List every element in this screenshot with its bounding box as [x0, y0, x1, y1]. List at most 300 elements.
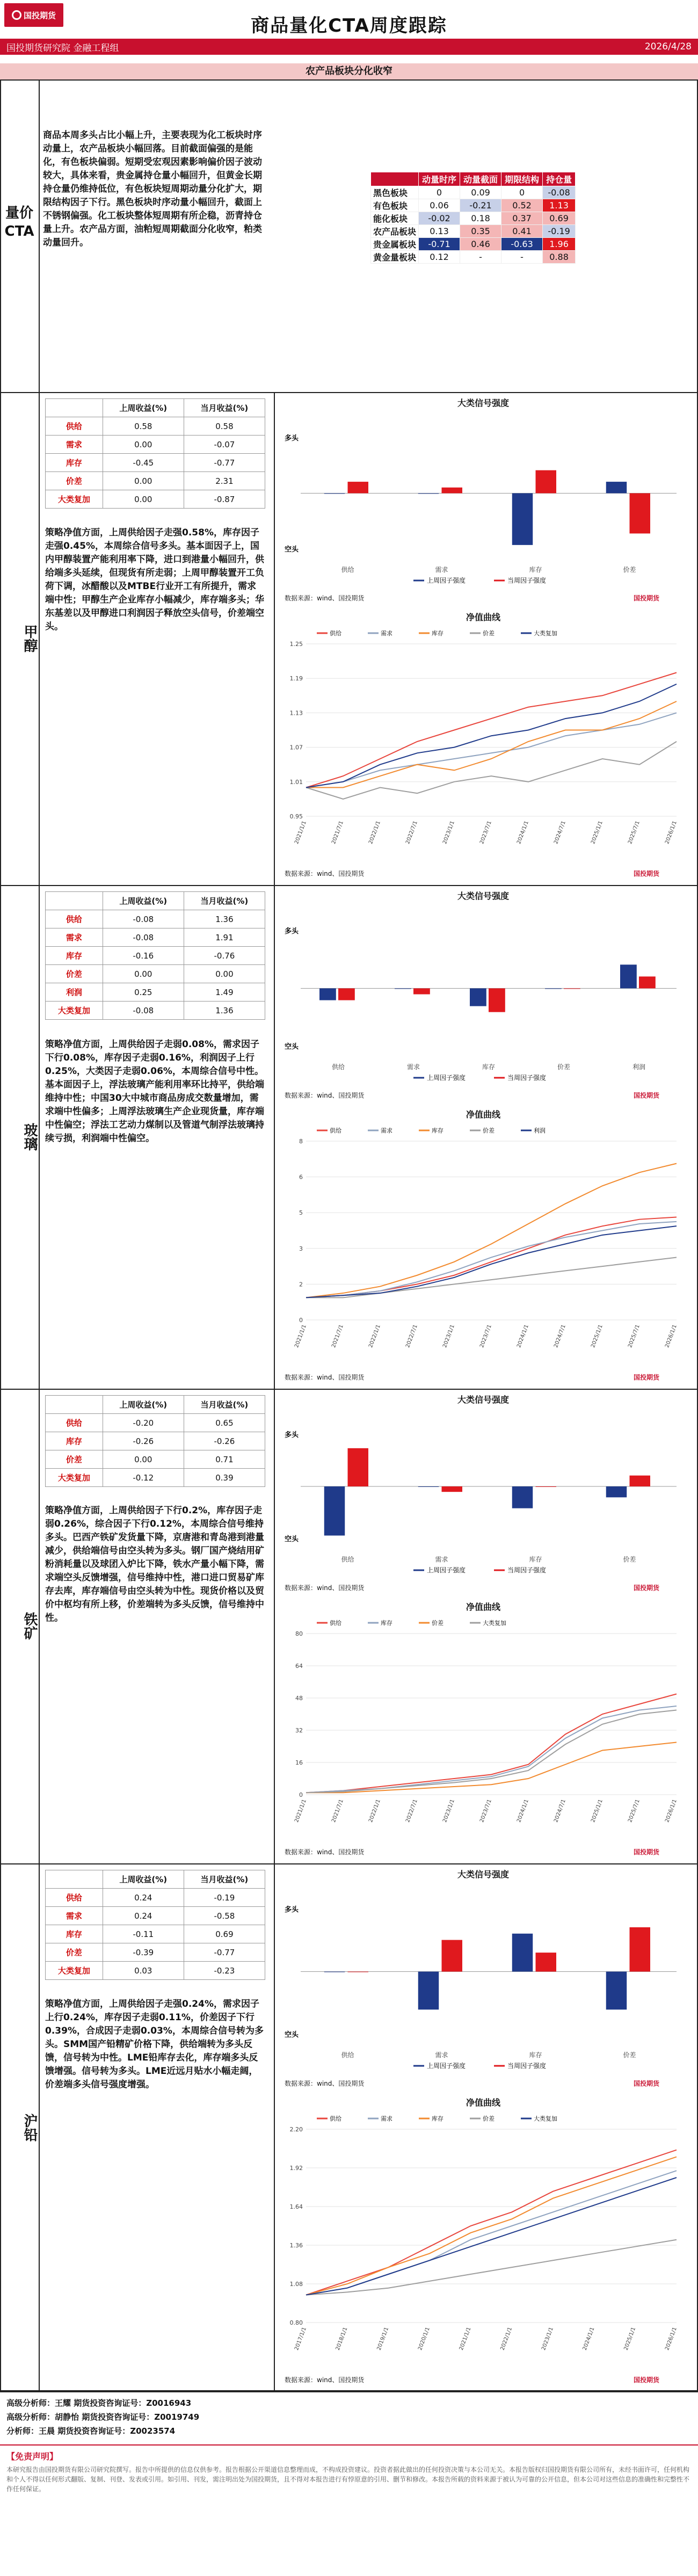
legend-label: 上周因子强度	[427, 1074, 466, 1082]
strength-chart-wrap	[279, 408, 687, 607]
returns-th: 上周收益(%)	[103, 399, 184, 417]
ov-cell: 0.88	[543, 251, 576, 264]
returns-cell: 0.58	[184, 417, 265, 436]
chart-brand: 国投期货	[634, 2376, 660, 2384]
returns-row-label: 需求	[46, 436, 103, 454]
y-tick-label: 1.13	[289, 709, 303, 717]
ov-row-label: 贵金属板块	[371, 238, 419, 251]
ov-cell: 0.35	[460, 225, 501, 238]
x-tick-label: 2026/1/1	[664, 820, 678, 845]
bar-mark	[512, 1934, 533, 1972]
ov-cell: 0.06	[419, 199, 460, 212]
series-line	[306, 1710, 677, 1793]
source-note: 数据来源：wind、国投期货	[285, 1584, 365, 1592]
x-tick-label: 2021/7/1	[331, 1798, 345, 1824]
returns-row	[46, 1962, 265, 1980]
ov-row	[371, 199, 576, 212]
x-tick-label: 2022/1/1	[368, 1324, 382, 1349]
returns-cell: -0.16	[103, 947, 184, 965]
short-label: 空头	[285, 1043, 299, 1051]
legend-label: 价差	[432, 1620, 443, 1627]
x-tick-label: 2022/1/1	[499, 2326, 514, 2352]
net-chart-title: 净值曲线	[466, 2098, 500, 2108]
x-tick-label: 2021/1/1	[458, 2326, 472, 2352]
category-label: 库存	[529, 566, 542, 574]
ov-cell: 0	[501, 186, 543, 199]
long-label: 多头	[285, 1906, 299, 1914]
overview-text: 商品本周多头占比小幅上升，主要表现为化工板块时序动量上，农产品板块小幅回落。目前截面偏强的是能化，有色板块偏弱。短期受宏观因素影响偏价因子波动较大，具体来看，贵金属持仓量小幅回升，但黄金长期持仓量仍维持低位，有色板块短周期动量分化扩大，期限结构因子下行。黑色板块时序动量小幅回升，截面上不锈钢偏强。化工板块整体短周期有所企稳，沥青持仓量上升。农产品方面，油粕短周期截面分化收窄，粕类动量回升。	[43, 130, 262, 248]
returns-cell: -0.76	[184, 947, 265, 965]
ov-row-label: 能化板块	[371, 212, 419, 225]
category-label: 需求	[435, 1556, 448, 1563]
returns-row-label: 需求	[46, 1907, 103, 1925]
returns-table	[45, 891, 265, 1020]
returns-row-label: 大类复加	[46, 1962, 103, 1980]
org-name: 国投期货研究院 金融工程组	[6, 42, 119, 54]
x-tick-label: 2025/7/1	[627, 1324, 641, 1349]
y-tick-label: 0	[299, 1791, 303, 1798]
section-title: 农产品板块分化收窄	[0, 63, 698, 79]
bar-mark	[630, 1476, 651, 1486]
returns-th	[46, 1870, 103, 1889]
overview-table-wrap	[370, 172, 576, 264]
ov-cell: 1.96	[543, 238, 576, 251]
x-tick-label: 2022/7/1	[405, 1324, 419, 1349]
returns-cell: 0.00	[103, 472, 184, 490]
overview-table	[370, 172, 576, 264]
y-tick-label: 6	[299, 1173, 303, 1181]
x-tick-label: 2023/1/1	[442, 1324, 456, 1349]
x-tick-label: 2023/1/1	[541, 2326, 555, 2352]
bar-mark	[512, 494, 533, 545]
bar-mark	[442, 1486, 463, 1492]
series-line	[306, 1694, 677, 1793]
strength-chart-title: 大类信号强度	[457, 398, 509, 408]
returns-cell: 1.49	[184, 983, 265, 1002]
legend-label: 库存	[432, 2115, 443, 2122]
returns-cell: -0.11	[103, 1925, 184, 1943]
returns-row	[46, 1432, 265, 1450]
legend-label: 库存	[432, 1127, 443, 1134]
report-date: 2026/4/28	[644, 41, 692, 52]
grid-row-line-2	[0, 885, 698, 886]
returns-cell: -0.39	[103, 1943, 184, 1962]
grid-row-line-1	[0, 392, 698, 393]
category-label: 供给	[331, 1063, 345, 1071]
legend-label: 当周因子强度	[507, 2062, 547, 2070]
returns-row	[46, 947, 265, 965]
returns-cell: -0.07	[184, 436, 265, 454]
returns-th: 上周收益(%)	[103, 1870, 184, 1889]
source-note: 数据来源：wind、国投期货	[285, 2376, 365, 2384]
strength-chart	[279, 901, 687, 1102]
grid-divider-mid	[274, 392, 275, 2391]
ov-cell: 0.37	[501, 212, 543, 225]
legend-label: 当周因子强度	[507, 1074, 547, 1082]
returns-row-label: 价差	[46, 472, 103, 490]
returns-cell: 0.00	[103, 1450, 184, 1469]
analyst-info	[6, 2396, 329, 2438]
legend-label: 上周因子强度	[427, 1566, 466, 1574]
long-label: 多头	[285, 1431, 299, 1439]
x-tick-label: 2024/7/1	[553, 820, 567, 845]
legend-label: 上周因子强度	[427, 577, 466, 584]
net-value-chart	[279, 1612, 687, 1843]
ov-cell: -0.71	[419, 238, 460, 251]
legend-label: 当周因子强度	[507, 1566, 547, 1574]
category-label: 库存	[529, 2051, 542, 2059]
series-line	[306, 2150, 677, 2295]
returns-row-label: 库存	[46, 1432, 103, 1450]
grid-divider-left	[39, 79, 40, 2391]
y-tick-label: 2	[299, 1281, 303, 1288]
returns-row-label: 价差	[46, 965, 103, 983]
returns-table-wrap	[45, 1395, 265, 1487]
returns-cell: 0.25	[103, 983, 184, 1002]
x-tick-label: 2023/7/1	[479, 1798, 493, 1824]
category-label: 需求	[435, 2051, 448, 2059]
source-note: 数据来源：wind、国投期货	[285, 1848, 365, 1856]
returns-header-row	[46, 892, 265, 910]
returns-row	[46, 1925, 265, 1943]
category-label: 供给	[341, 1556, 354, 1563]
returns-cell: 1.36	[184, 1002, 265, 1020]
block-text: 策略净值方面，上周供给因子走强0.58%，库存因子走强0.45%，本周综合信号多头。基本面因子上，国内甲醇装置产能利用率下降，进口到港量小幅回升，供给端多头延续，但现货有所走弱；上周甲醇装置开工负荷下调，冰醋酸以及MTBE行业开工有所提升，需求端中性；甲醇生产企业库存小幅减少，库存端多头；华东基差以及甲醇进口利润因子释放空头信号，价差端空头。	[45, 527, 264, 632]
category-label: 利润	[632, 1063, 646, 1071]
returns-cell: 1.36	[184, 910, 265, 928]
bar-mark	[536, 1486, 557, 1487]
series-line	[306, 742, 677, 799]
legend-label: 价差	[483, 2115, 495, 2122]
x-tick-label: 2025/1/1	[590, 1798, 604, 1824]
returns-row	[46, 436, 265, 454]
y-tick-label: 5	[299, 1209, 303, 1217]
legend-label: 大类复加	[534, 2115, 557, 2122]
bar-mark	[639, 976, 656, 988]
category-label: 价差	[623, 2051, 636, 2059]
ov-cell: -	[460, 251, 501, 264]
returns-row-label: 供给	[46, 1414, 103, 1432]
returns-row	[46, 417, 265, 436]
x-tick-label: 2021/7/1	[331, 820, 345, 845]
ov-row	[371, 251, 576, 264]
y-tick-label: 0	[299, 1317, 303, 1324]
returns-row-label: 大类复加	[46, 1469, 103, 1487]
bar-mark	[512, 1486, 533, 1508]
x-tick-label: 2026/1/1	[664, 2326, 678, 2352]
bar-mark	[418, 1486, 439, 1487]
x-tick-label: 2024/7/1	[553, 1324, 567, 1349]
page-title: 商品量化CTA周度跟踪	[251, 15, 447, 37]
footer-divider	[0, 2444, 698, 2446]
ov-cell: 1.13	[543, 199, 576, 212]
returns-th: 上周收益(%)	[103, 892, 184, 910]
returns-th: 当月收益(%)	[184, 1870, 265, 1889]
returns-cell: -0.77	[184, 454, 265, 472]
returns-cell: 2.31	[184, 472, 265, 490]
strength-chart	[279, 1405, 687, 1595]
y-tick-label: 48	[295, 1695, 303, 1702]
returns-row-label: 需求	[46, 928, 103, 947]
ov-cell: -	[501, 251, 543, 264]
block-text: 策略净值方面，上周供给因子走弱0.08%，需求因子下行0.08%，库存因子走弱0.16%，利润因子上行0.25%，大类因子走弱0.06%，本周综合信号中性。基本面因子上，浮法玻璃产能利用率环比持平，供给端维持中性；中国30大中城市商品房成交数量增加，需求端中性偏多；上周浮法玻璃生产企业现货量，库存端中性偏空；浮法工艺动力煤制以及管道气制浮法玻璃持续亏损，利润端中性偏空。	[45, 1039, 264, 1144]
returns-row-label: 利润	[46, 983, 103, 1002]
series-line	[306, 701, 677, 788]
x-tick-label: 2021/1/1	[294, 1324, 308, 1349]
returns-row-label: 大类复加	[46, 1002, 103, 1020]
ov-row-label: 黑色板块	[371, 186, 419, 199]
series-line	[306, 2240, 677, 2295]
legend-label: 需求	[381, 630, 392, 637]
y-tick-label: 1.01	[289, 778, 303, 786]
returns-row	[46, 928, 265, 947]
source-note: 数据来源：wind、国投期货	[285, 1374, 365, 1381]
returns-table	[45, 398, 265, 509]
ov-row-label: 农产品板块	[371, 225, 419, 238]
x-tick-label: 2024/1/1	[516, 1798, 530, 1824]
short-label: 空头	[285, 546, 299, 554]
x-tick-label: 2026/1/1	[664, 1324, 678, 1349]
category-label: 供给	[341, 2051, 354, 2059]
strength-chart-wrap	[279, 901, 687, 1105]
returns-cell: -0.87	[184, 490, 265, 509]
block-label: 玻璃	[21, 1123, 38, 1151]
block-label: 甲醇	[21, 625, 38, 652]
ov-cell: 0.69	[543, 212, 576, 225]
x-tick-label: 2025/1/1	[590, 820, 604, 845]
bar-mark	[442, 1940, 463, 1972]
ov-row	[371, 212, 576, 225]
ov-th: 期限结构	[501, 172, 543, 186]
analyst-line: 分析师：王晨 期货投资咨询证号：Z0023574	[6, 2426, 176, 2436]
bar-mark	[324, 1486, 345, 1536]
category-label: 价差	[623, 1556, 636, 1563]
block-label: 铁矿	[21, 1612, 38, 1640]
y-tick-label: 80	[295, 1630, 303, 1637]
bar-mark	[348, 1448, 369, 1486]
chart-brand: 国投期货	[634, 2080, 660, 2087]
returns-row-label: 库存	[46, 947, 103, 965]
returns-cell: 0.00	[103, 436, 184, 454]
x-tick-label: 2024/1/1	[516, 1324, 530, 1349]
returns-row	[46, 1450, 265, 1469]
returns-cell: -0.08	[103, 910, 184, 928]
net-chart-title: 净值曲线	[466, 1109, 500, 1120]
x-tick-label: 2022/7/1	[405, 820, 419, 845]
returns-row	[46, 490, 265, 509]
chart-brand: 国投期货	[634, 1374, 660, 1381]
grid-row-line-5	[0, 2391, 698, 2392]
legend-label: 需求	[381, 2115, 392, 2122]
returns-header-row	[46, 1396, 265, 1414]
net-chart-wrap	[279, 2108, 687, 2373]
long-label: 多头	[285, 434, 299, 442]
analyst-line: 高级分析师：胡静怡 期货投资咨询证号：Z0019749	[6, 2412, 200, 2422]
strength-chart-title: 大类信号强度	[457, 1395, 509, 1405]
ov-row	[371, 225, 576, 238]
bar-mark	[536, 470, 557, 494]
ov-cell: 0.12	[419, 251, 460, 264]
returns-cell: -0.58	[184, 1907, 265, 1925]
x-tick-label: 2022/1/1	[368, 1798, 382, 1824]
returns-row	[46, 965, 265, 983]
y-tick-label: 2.20	[289, 2126, 303, 2133]
returns-th	[46, 399, 103, 417]
net-chart-wrap	[279, 1120, 687, 1370]
block-label: 沪铅	[21, 2113, 38, 2142]
returns-row	[46, 1469, 265, 1487]
returns-row-label: 库存	[46, 1925, 103, 1943]
x-tick-label: 2022/7/1	[405, 1798, 419, 1824]
legend-label: 当周因子强度	[507, 577, 547, 584]
category-label: 需求	[435, 566, 448, 574]
short-label: 空头	[285, 2031, 299, 2039]
returns-row	[46, 454, 265, 472]
x-tick-label: 2022/1/1	[368, 820, 382, 845]
long-label: 多头	[285, 927, 299, 935]
strength-chart	[279, 1880, 687, 2091]
returns-cell: 0.39	[184, 1469, 265, 1487]
y-tick-label: 1.08	[289, 2281, 303, 2288]
ov-cell: -0.21	[460, 199, 501, 212]
legend-label: 供给	[330, 630, 341, 637]
source-note: 数据来源：wind、国投期货	[285, 1092, 365, 1099]
bar-mark	[338, 989, 355, 1000]
returns-row-label: 供给	[46, 417, 103, 436]
legend-label: 利润	[534, 1127, 546, 1134]
chart-brand: 国投期货	[634, 1584, 660, 1592]
net-chart-title: 净值曲线	[466, 1602, 500, 1612]
legend-label: 供给	[330, 2115, 341, 2122]
legend-label: 大类复加	[483, 1620, 506, 1627]
bar-mark	[319, 989, 336, 1000]
returns-row	[46, 1414, 265, 1432]
bar-mark	[536, 1953, 557, 1971]
y-tick-label: 0.80	[289, 2319, 303, 2326]
returns-cell: 0.03	[103, 1962, 184, 1980]
bar-mark	[630, 1927, 651, 1972]
returns-cell: -0.19	[184, 1889, 265, 1907]
returns-row	[46, 1907, 265, 1925]
ov-row	[371, 186, 576, 199]
brand-name: 国投期货	[23, 10, 56, 20]
returns-th	[46, 892, 103, 910]
y-tick-label: 3	[299, 1245, 303, 1252]
returns-cell: 0.65	[184, 1414, 265, 1432]
returns-row	[46, 983, 265, 1002]
returns-row-label: 供给	[46, 1889, 103, 1907]
ov-cell: 0.09	[460, 186, 501, 199]
x-tick-label: 2023/7/1	[479, 1324, 493, 1349]
x-tick-label: 2018/1/1	[335, 2326, 349, 2352]
x-tick-label: 2024/1/1	[581, 2326, 596, 2352]
returns-table-wrap	[45, 1870, 265, 1980]
x-tick-label: 2025/7/1	[627, 820, 641, 845]
ov-row-label: 有色板块	[371, 199, 419, 212]
y-tick-label: 8	[299, 1138, 303, 1145]
bar-mark	[489, 989, 505, 1012]
source-note: 数据来源：wind、国投期货	[285, 2080, 365, 2087]
bar-mark	[470, 989, 486, 1006]
ov-cell: 0.18	[460, 212, 501, 225]
returns-cell: -0.08	[103, 928, 184, 947]
x-tick-label: 2021/1/1	[294, 820, 308, 845]
disclaimer-text: 本研究报告由国投期货有限公司研究院撰写。报告中所提供的信息仅供参考。报告根据公开渠道信息整理而成，不构成投资建议。投资者据此做出的任何投资决策与本公司无关。本报告版权归国投期货有限公司所有，未经书面许可，任何机构和个人不得以任何形式翻版、复制、刊登、发表或引用。如引用、刊发，需注明出处为国投期货，且不得对本报告进行有悖原意的引用、删节和修改。本报告所载的资料来源于被认为可靠的公开信息，但本公司对这些信息的准确性和完整性不作任何保证。	[6, 2466, 690, 2493]
returns-table	[45, 1870, 265, 1980]
x-tick-label: 2021/1/1	[294, 1798, 308, 1824]
x-tick-label: 2023/1/1	[442, 1798, 456, 1824]
legend-label: 供给	[330, 1127, 341, 1134]
returns-cell: 0.24	[103, 1907, 184, 1925]
ov-cell: -0.08	[543, 186, 576, 199]
net-value-chart	[279, 622, 687, 865]
returns-row	[46, 1943, 265, 1962]
legend-label: 价差	[483, 1127, 495, 1134]
strength-chart-wrap	[279, 1405, 687, 1597]
bar-mark	[606, 1972, 627, 2010]
returns-cell: 0.24	[103, 1889, 184, 1907]
x-tick-label: 2025/1/1	[590, 1324, 604, 1349]
returns-cell: 1.91	[184, 928, 265, 947]
ov-th: 动量时序	[419, 172, 460, 186]
returns-th: 当月收益(%)	[184, 1396, 265, 1414]
strength-chart-title: 大类信号强度	[457, 1869, 509, 1880]
category-label: 库存	[482, 1063, 496, 1071]
returns-row	[46, 472, 265, 490]
returns-cell: 0.00	[103, 490, 184, 509]
bar-mark	[606, 482, 627, 493]
legend-label: 上周因子强度	[427, 2062, 466, 2070]
source-note: 数据来源：wind、国投期货	[285, 594, 365, 602]
series-line	[306, 2157, 677, 2295]
category-label: 需求	[406, 1063, 420, 1071]
bar-mark	[348, 482, 369, 493]
strength-chart-wrap	[279, 1880, 687, 2093]
ov-cell: -0.02	[419, 212, 460, 225]
y-tick-label: 1.64	[289, 2203, 303, 2210]
bar-mark	[620, 964, 637, 988]
ov-cell: 0.41	[501, 225, 543, 238]
analyst-line: 高级分析师：王耀 期货投资咨询证号：Z0016943	[6, 2398, 192, 2408]
ov-row-label: 黄金量板块	[371, 251, 419, 264]
org-bar	[0, 39, 698, 55]
returns-table	[45, 1395, 265, 1487]
x-tick-label: 2020/1/1	[417, 2326, 431, 2352]
ov-row	[371, 238, 576, 251]
returns-th: 当月收益(%)	[184, 399, 265, 417]
series-line	[306, 2178, 677, 2295]
returns-row-label: 库存	[46, 454, 103, 472]
ov-cell: 0.52	[501, 199, 543, 212]
legend-label: 大类复加	[534, 630, 557, 637]
bar-mark	[418, 1972, 439, 2010]
grid-row-line-3	[0, 1389, 698, 1390]
ov-cell: 0	[419, 186, 460, 199]
returns-cell: -0.12	[103, 1469, 184, 1487]
category-label: 价差	[557, 1063, 571, 1071]
block-text: 策略净值方面，上周供给因子走强0.24%，需求因子上行0.24%，库存因子走弱0.11%，价差因子下行0.39%，合成因子走弱0.03%，本周综合信号转为多头。SMM国产铅精矿价格下降，供给端转为多头反馈，信号转为中性。LME铅库存去化，库存端多头反馈增强。信号转为多头。LME近远月贴水小幅走阔，价差端多头信号强度增强。	[45, 1999, 264, 2090]
returns-th	[46, 1396, 103, 1414]
returns-cell: -0.20	[103, 1414, 184, 1432]
short-label: 空头	[285, 1535, 299, 1543]
source-note: 数据来源：wind、国投期货	[285, 870, 365, 877]
x-tick-label: 2023/1/1	[442, 820, 456, 845]
x-tick-label: 2023/7/1	[479, 820, 493, 845]
chart-brand: 国投期货	[634, 1848, 660, 1856]
legend-label: 需求	[381, 1127, 392, 1134]
returns-table-wrap	[45, 398, 265, 509]
series-line	[306, 1257, 677, 1297]
